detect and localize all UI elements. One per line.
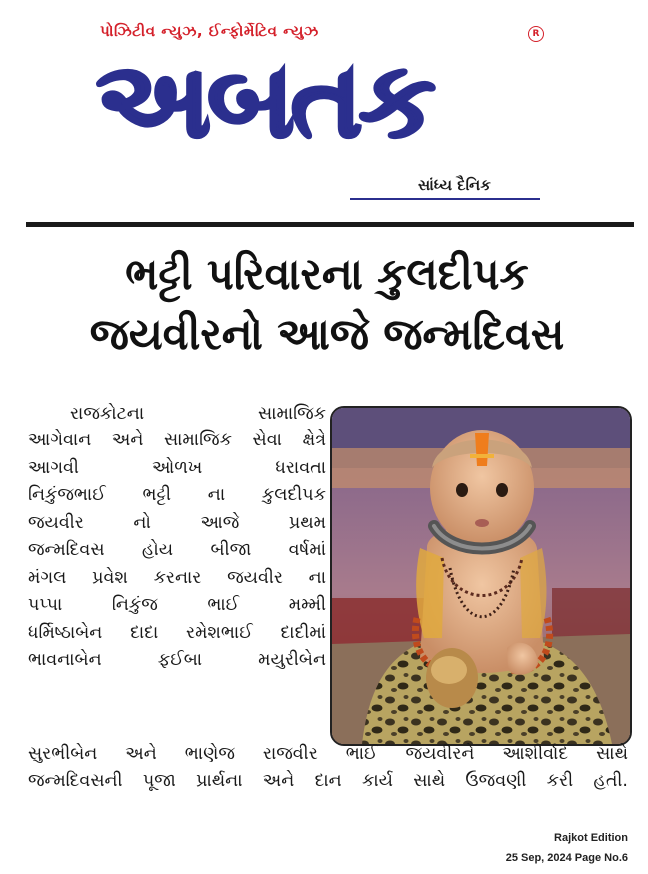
body-line: પપ્પા નિકુંજ ભાઈ મમ્મી [28,595,326,615]
body-line: જન્મદિવસ હોય બીજા વર્ષમાં [28,540,326,560]
body-line: સુરભીબેન અને ભાણેજ રાજવીર ભાઈ જયવીરને આશીર્વાદ સાથે [28,744,628,764]
edition-name: Rajkot Edition [554,832,628,844]
headline-line-1: ભટ્ટી પરિવારના કુલદીપક [125,249,529,300]
body-line: ભાવનાબેન ફઈબા મયુરીબેન [28,650,326,670]
body-line: આગેવાન અને સામાજિક સેવા ક્ષેત્રે [28,430,326,450]
body-line: નિકુંજભાઈ ભટ્ટી ના કુલદીપક [28,485,326,505]
body-line: રાજકોટના સામાજિક [70,404,326,424]
body-line: ધર્મિષ્ઠાબેન દાદા રમેશભાઈ દાદીમાં [28,623,326,643]
masthead-subtitle: સાંધ્ય દૈનિક [418,176,491,194]
edition-info [506,828,628,868]
body-line: જન્મદિવસની પૂજા પ્રાર્થના અને દાન કાર્ય સાથે ઉજવણી કરી હતી. [28,771,628,791]
body-line: જયવીર નો આજે પ્રથમ [28,513,326,533]
masthead-rule [26,222,634,227]
registered-mark-icon: R [528,26,544,42]
article-photo [330,406,632,746]
body-line: મંગલ પ્રવેશ કરનાર જયવીર ના [28,568,326,588]
article-headline [40,245,613,365]
baby-photo-illustration [332,408,630,744]
masthead-tagline: પોઝિટીવ ન્યુઝ, ઈન્ફોર્મેટિવ ન્યુઝ [100,22,319,40]
masthead [0,0,648,215]
headline-line-2: જયવીરનો આજે જન્મદિવસ [89,309,565,360]
edition-date-page: 25 Sep, 2024 Page No.6 [505,852,628,864]
masthead-underline [350,198,540,200]
body-line: આગવી ઓળખ ધરાવતા [28,458,326,478]
newspaper-logo: અબતક [96,39,432,161]
